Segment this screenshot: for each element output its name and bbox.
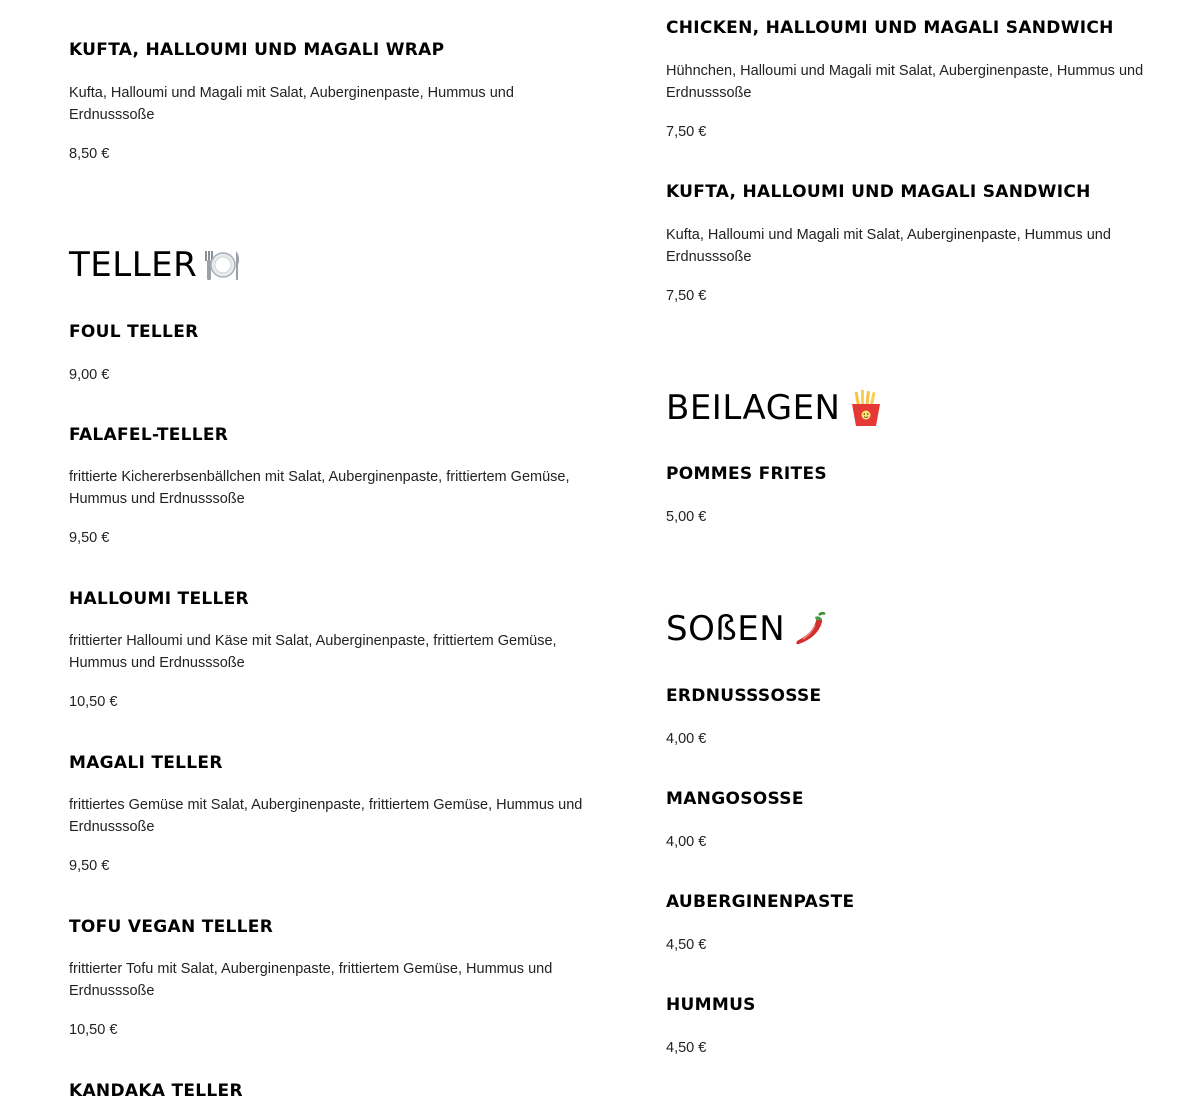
item-price: 4,00 € — [666, 834, 707, 850]
item-name: TOFU VEGAN TELLER — [69, 917, 274, 937]
menu-item-tofu-vegan-teller — [69, 917, 589, 1038]
menu-item-magali-teller — [69, 753, 589, 874]
item-price: 10,50 € — [69, 1022, 118, 1038]
item-description: frittierter Tofu mit Salat, Auberginenpaste, frittiertem Gemüse, Hummus und Erdnusssoße — [69, 961, 553, 999]
plate-cutlery-icon — [203, 245, 243, 285]
item-name: HUMMUS — [666, 995, 756, 1015]
item-name: HALLOUMI TELLER — [69, 589, 249, 609]
section-heading-sossen — [666, 609, 831, 649]
item-price: 9,00 € — [69, 367, 110, 383]
menu-item-pommes-frites — [666, 464, 1166, 525]
item-name: FALAFEL-TELLER — [69, 425, 229, 445]
item-description: Hühnchen, Halloumi und Magali mit Salat, Auberginenpaste, Hummus und Erdnusssoße — [666, 63, 1144, 101]
item-price: 4,50 € — [666, 937, 707, 953]
section-heading-beilagen — [666, 388, 886, 428]
item-price: 7,50 € — [666, 124, 707, 140]
menu-item-falafel-teller — [69, 425, 589, 546]
item-description: Kufta, Halloumi und Magali mit Salat, Auberginenpaste, Hummus und Erdnusssoße — [69, 85, 514, 123]
item-price: 9,50 € — [69, 858, 110, 874]
item-name: KUFTA, HALLOUMI UND MAGALI WRAP — [69, 40, 445, 60]
item-price: 5,00 € — [666, 509, 707, 525]
menu-item-mangososse — [666, 789, 1166, 850]
french-fries-icon — [846, 388, 886, 428]
item-name: ERDNUSSSOSSE — [666, 686, 822, 706]
menu-item-kufta-wrap — [69, 40, 589, 162]
item-description: frittierte Kichererbsenbällchen mit Salat, Auberginenpaste, frittiertem Gemüse, Hummus und Erdnusssoße — [69, 469, 570, 507]
item-name: KUFTA, HALLOUMI UND MAGALI SANDWICH — [666, 182, 1091, 202]
item-price: 7,50 € — [666, 288, 707, 304]
menu-item-kandaka-teller — [69, 1081, 589, 1101]
menu-item-chicken-sandwich — [666, 18, 1166, 140]
item-price: 4,00 € — [666, 731, 707, 747]
item-description: frittierter Halloumi und Käse mit Salat, Auberginenpaste, frittiertem Gemüse, Hummus und Erdnusssoße — [69, 633, 557, 671]
menu-item-erdnusssosse — [666, 686, 1166, 747]
item-price: 9,50 € — [69, 530, 110, 546]
item-name: MANGOSOSSE — [666, 789, 804, 809]
item-name: CHICKEN, HALLOUMI UND MAGALI SANDWICH — [666, 18, 1114, 38]
item-description: frittiertes Gemüse mit Salat, Auberginenpaste, frittiertem Gemüse, Hummus und Erdnusssoße — [69, 797, 583, 835]
menu-item-auberginenpaste — [666, 892, 1166, 953]
item-name: MAGALI TELLER — [69, 753, 223, 773]
chili-pepper-icon — [791, 609, 831, 649]
item-name: FOUL TELLER — [69, 322, 199, 342]
section-title: TELLER — [69, 245, 198, 285]
item-name: KANDAKA TELLER — [69, 1081, 243, 1101]
item-name: AUBERGINENPASTE — [666, 892, 855, 912]
section-title: BEILAGEN — [666, 388, 841, 428]
menu-item-foul-teller — [69, 322, 589, 383]
menu-item-halloumi-teller — [69, 589, 589, 710]
item-description: Kufta, Halloumi und Magali mit Salat, Auberginenpaste, Hummus und Erdnusssoße — [666, 227, 1111, 265]
section-title: SOßEN — [666, 609, 786, 649]
item-name: POMMES FRITES — [666, 464, 827, 484]
item-price: 8,50 € — [69, 146, 110, 162]
section-heading-teller — [69, 245, 243, 285]
menu-item-kufta-sandwich — [666, 182, 1166, 304]
menu-item-hummus — [666, 995, 1166, 1056]
item-price: 10,50 € — [69, 694, 118, 710]
item-price: 4,50 € — [666, 1040, 707, 1056]
